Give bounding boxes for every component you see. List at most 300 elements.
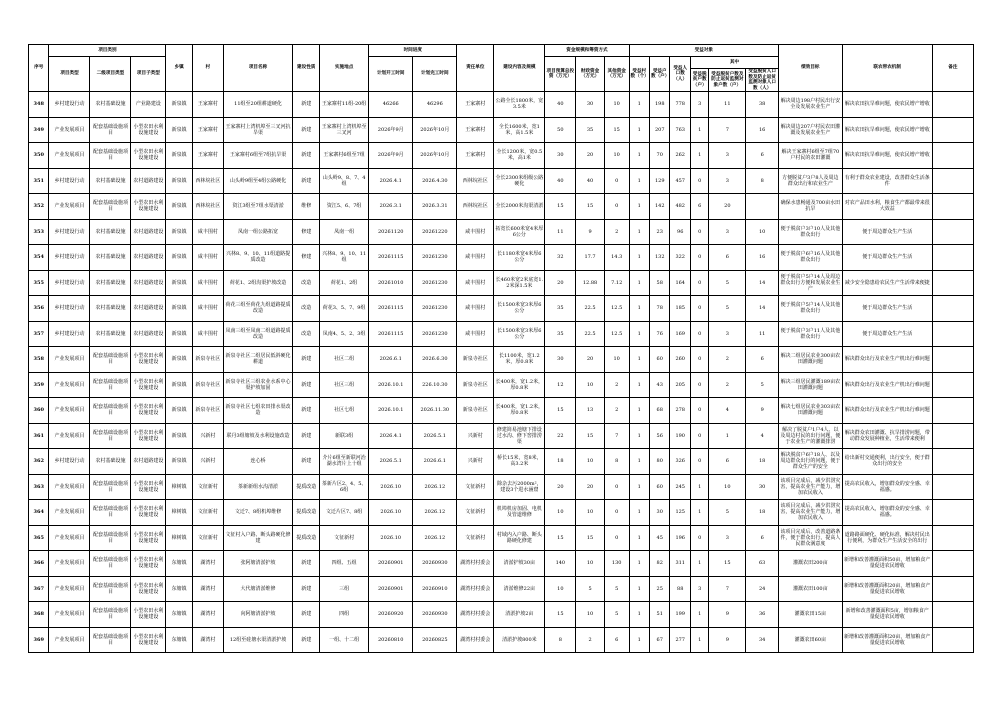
cell-sub-type: 农村道路建设 bbox=[131, 321, 166, 347]
cell-monitor-population: 18 bbox=[746, 449, 779, 475]
cell-remarks bbox=[932, 372, 973, 398]
cell-monitor-population: 4 bbox=[746, 423, 779, 449]
cell-poor-households: 0 bbox=[690, 168, 708, 194]
cell-project-type: 产业发展项目 bbox=[49, 372, 90, 398]
cell-seq: 364 bbox=[29, 500, 49, 526]
table-row bbox=[29, 270, 974, 296]
cell-location: 四组、五组 bbox=[320, 551, 369, 577]
cell-poor-households: 3 bbox=[690, 576, 708, 602]
cell-plan-start: 46266 bbox=[369, 92, 413, 118]
cell-remarks bbox=[932, 500, 973, 526]
header-seq: 序号 bbox=[29, 45, 49, 92]
cell-sub-type: 农村道路建设 bbox=[131, 270, 166, 296]
cell-monitor-population: 63 bbox=[746, 551, 779, 577]
cell-project-name: 大代塘清淤维修 bbox=[223, 576, 293, 602]
cell-nature: 新建 bbox=[293, 347, 320, 373]
cell-benef-villages: 1 bbox=[629, 500, 649, 526]
cell-linkage: 便于周边群众生产生活 bbox=[842, 245, 932, 271]
cell-location: 介片6组至新联河治湖水湾片上十组 bbox=[320, 449, 369, 475]
cell-linkage: 给出新村交通便利，出行安全，便于群众出行的安全 bbox=[842, 449, 932, 475]
cell-project-type: 乡村建设行动 bbox=[49, 296, 90, 322]
cell-nature: 维修 bbox=[293, 194, 320, 220]
table-header bbox=[29, 45, 974, 92]
cell-sub-type: 农村道路建设 bbox=[131, 296, 166, 322]
cell-project-name: 新泉寺社区七组农田排水渠改造 bbox=[223, 398, 293, 424]
header-benef-population: 受益人口数（人） bbox=[670, 57, 690, 92]
cell-benef-villages: 1 bbox=[629, 398, 649, 424]
cell-goal: 便于脱贫户5户14人及周边群众出行方便和发展农业生产 bbox=[779, 270, 843, 296]
cell-project-name: 王家寨村6组至7组抗旱渠 bbox=[223, 143, 293, 169]
cell-project-name: 茶新新组水沟清淤 bbox=[223, 474, 293, 500]
cell-benef-households: 132 bbox=[649, 245, 669, 271]
cell-nature: 改造 bbox=[293, 321, 320, 347]
cell-seq: 353 bbox=[29, 219, 49, 245]
cell-plan-end: 20260910 bbox=[413, 576, 457, 602]
cell-other-funds: 10 bbox=[604, 347, 629, 373]
cell-benef-villages: 1 bbox=[629, 296, 649, 322]
cell-village: 新泉寺社区 bbox=[192, 372, 223, 398]
cell-second-level: 配套基础设施项目 bbox=[90, 372, 131, 398]
header-poor-households: 受益脱贫户数（户） bbox=[690, 69, 708, 92]
cell-monitor-households: 6 bbox=[709, 245, 746, 271]
cell-monitor-households: 3 bbox=[709, 219, 746, 245]
cell-benef-population: 262 bbox=[670, 143, 690, 169]
cell-monitor-households: 2 bbox=[709, 347, 746, 373]
cell-second-level: 配套基础设施项目 bbox=[90, 551, 131, 577]
cell-benef-households: 142 bbox=[649, 194, 669, 220]
cell-project-type: 产业发展项目 bbox=[49, 551, 90, 577]
cell-content-scale: 拓宽长600米宽4米厚6公分 bbox=[494, 219, 545, 245]
cell-plan-end: 2026.12 bbox=[413, 525, 457, 551]
cell-sub-type: 小型农田水利设施建设 bbox=[131, 372, 166, 398]
header-benef-villages: 受益村数（个） bbox=[629, 57, 649, 92]
header-town: 乡镇 bbox=[166, 45, 193, 92]
cell-responsible: 王家寨村 bbox=[457, 143, 494, 169]
cell-location: 王家寨村6组至7组 bbox=[320, 143, 369, 169]
cell-content-scale: 桥长15米，宽8米，高3.2米 bbox=[494, 449, 545, 475]
cell-seq: 354 bbox=[29, 245, 49, 271]
cell-plan-start: 20260901 bbox=[369, 551, 413, 577]
cell-content-scale: 全长1600米，宽1米，高1.5米 bbox=[494, 117, 545, 143]
cell-benef-population: 326 bbox=[670, 449, 690, 475]
header-other-funds: 其他资金（万元） bbox=[604, 57, 629, 92]
cell-second-level: 农村基础设施 bbox=[90, 296, 131, 322]
cell-benef-villages: 1 bbox=[629, 602, 649, 628]
cell-village: 兴新村 bbox=[192, 449, 223, 475]
cell-content-scale: 清淤护坡800米 bbox=[494, 627, 545, 653]
cell-poor-households: 0 bbox=[690, 219, 708, 245]
cell-benef-villages: 1 bbox=[629, 474, 649, 500]
cell-sub-type: 小型农田水利设施建设 bbox=[131, 576, 166, 602]
cell-nature: 新建 bbox=[293, 627, 320, 653]
cell-monitor-population: 6 bbox=[746, 143, 779, 169]
header-project-name: 项目名称 bbox=[223, 45, 293, 92]
cell-benef-households: 80 bbox=[649, 449, 669, 475]
cell-benef-population: 190 bbox=[670, 423, 690, 449]
cell-poor-households: 6 bbox=[690, 194, 708, 220]
cell-content-scale: 长1180米宽4米厚6公分 bbox=[494, 245, 545, 271]
cell-project-name: 山头岭9组至4组公路硬化 bbox=[223, 168, 293, 194]
cell-benef-population: 164 bbox=[670, 270, 690, 296]
cell-plan-end: 20260930 bbox=[413, 551, 457, 577]
cell-seq: 348 bbox=[29, 92, 49, 118]
cell-town: 新泉镇 bbox=[166, 92, 193, 118]
header-responsible: 责任单位 bbox=[457, 45, 494, 92]
cell-benef-villages: 1 bbox=[629, 143, 649, 169]
cell-project-name: 12组至硅塘水渠清淤护坡 bbox=[223, 627, 293, 653]
cell-responsible: 新泉寺社区 bbox=[457, 398, 494, 424]
cell-plan-end: 20260825 bbox=[413, 627, 457, 653]
table-row bbox=[29, 117, 974, 143]
table-body bbox=[29, 92, 974, 653]
cell-responsible: 咸丰围村 bbox=[457, 270, 494, 296]
table-row bbox=[29, 602, 974, 628]
cell-total-budget: 35 bbox=[545, 296, 576, 322]
cell-other-funds: 0 bbox=[604, 474, 629, 500]
header-project-type: 项目类型 bbox=[49, 57, 90, 92]
cell-content-scale: 长460米宽2米底宽1.2米深1.5米 bbox=[494, 270, 545, 296]
cell-town: 东塘镇 bbox=[166, 551, 193, 577]
cell-village: 咸丰围村 bbox=[192, 219, 223, 245]
cell-responsible: 咸丰围村 bbox=[457, 321, 494, 347]
cell-project-name: 联丹3组塘坡及水利设施改造 bbox=[223, 423, 293, 449]
cell-remarks bbox=[932, 576, 973, 602]
cell-location: 兴林8、9、10、11组 bbox=[320, 245, 369, 271]
cell-second-level: 配套基础设施项目 bbox=[90, 474, 131, 500]
cell-fiscal-funds: 2 bbox=[576, 627, 605, 653]
cell-poor-households: 1 bbox=[690, 143, 708, 169]
cell-sub-type: 农村道路建设 bbox=[131, 245, 166, 271]
cell-village: 王家寨村 bbox=[192, 92, 223, 118]
cell-second-level: 配套基础设施项目 bbox=[90, 423, 131, 449]
cell-responsible: 王家寨村 bbox=[457, 92, 494, 118]
cell-town: 东塘镇 bbox=[166, 602, 193, 628]
cell-benef-villages: 1 bbox=[629, 245, 649, 271]
cell-remarks bbox=[932, 627, 973, 653]
cell-linkage: 解决群众农田灌溉、抗旱排涝问题，带动群众发展种植业，生活带来便利 bbox=[842, 423, 932, 449]
cell-total-budget: 10 bbox=[545, 500, 576, 526]
cell-goal: 方便脱贫户3户8人及周边群众出行和农业生产 bbox=[779, 168, 843, 194]
cell-village: 湖湾村 bbox=[192, 551, 223, 577]
cell-project-name: 荷花1、2组沟渠护坡改造 bbox=[223, 270, 293, 296]
cell-benef-villages: 1 bbox=[629, 423, 649, 449]
cell-monitor-population: 8 bbox=[746, 168, 779, 194]
cell-project-type: 乡村建设行动 bbox=[49, 245, 90, 271]
cell-town: 新泉镇 bbox=[166, 296, 193, 322]
cell-linkage: 新增和改善灌溉面积20亩，增加粮食产量促进农民增收 bbox=[842, 627, 932, 653]
cell-responsible: 文征新村 bbox=[457, 525, 494, 551]
cell-seq: 368 bbox=[29, 602, 49, 628]
cell-nature: 新建 bbox=[293, 551, 320, 577]
cell-seq: 352 bbox=[29, 194, 49, 220]
table-row bbox=[29, 627, 974, 653]
cell-location: 资江5、6、7组 bbox=[320, 194, 369, 220]
cell-seq: 351 bbox=[29, 168, 49, 194]
cell-remarks bbox=[932, 551, 973, 577]
header-location: 实施地点 bbox=[320, 45, 369, 92]
header-total-budget: 项目预算总投资（万元） bbox=[545, 57, 576, 92]
cell-village: 咸丰围村 bbox=[192, 296, 223, 322]
cell-seq: 357 bbox=[29, 321, 49, 347]
cell-fiscal-funds: 17.7 bbox=[576, 245, 605, 271]
cell-location: 四组 bbox=[320, 602, 369, 628]
cell-monitor-population: 24 bbox=[746, 576, 779, 602]
cell-plan-end: 2026.5.1 bbox=[413, 423, 457, 449]
cell-monitor-households: 2 bbox=[709, 372, 746, 398]
cell-plan-end: 20261220 bbox=[413, 219, 457, 245]
cell-benef-population: 88 bbox=[670, 576, 690, 602]
cell-monitor-population: 16 bbox=[746, 117, 779, 143]
cell-goal: 解决二组居民农业300亩农田灌溉问题 bbox=[779, 347, 843, 373]
cell-total-budget: 12 bbox=[545, 372, 576, 398]
cell-benef-villages: 1 bbox=[629, 627, 649, 653]
header-schedule: 时间进度 bbox=[369, 45, 457, 57]
cell-responsible: 文征新村 bbox=[457, 500, 494, 526]
cell-second-level: 配套基础设施项目 bbox=[90, 602, 131, 628]
cell-goal: 便于脱贫户3户10人及其他群众出行 bbox=[779, 219, 843, 245]
cell-remarks bbox=[932, 347, 973, 373]
cell-village: 咸丰围村 bbox=[192, 245, 223, 271]
cell-linkage: 便于周边群众生产生活 bbox=[842, 219, 932, 245]
cell-sub-type: 小型农田水利设施建设 bbox=[131, 474, 166, 500]
cell-benef-population: 169 bbox=[670, 321, 690, 347]
cell-village: 新泉寺社区 bbox=[192, 398, 223, 424]
cell-total-budget: 15 bbox=[545, 398, 576, 424]
cell-remarks bbox=[932, 449, 973, 475]
cell-project-type: 乡村建设行动 bbox=[49, 321, 90, 347]
cell-plan-start: 2026.10.1 bbox=[369, 372, 413, 398]
cell-project-name: 凤南三组至凤南二组道路提质改造 bbox=[223, 321, 293, 347]
cell-benef-population: 185 bbox=[670, 296, 690, 322]
cell-monitor-population: 16 bbox=[746, 245, 779, 271]
cell-nature: 新建 bbox=[293, 602, 320, 628]
cell-sub-type: 小型农田水利设施建设 bbox=[131, 398, 166, 424]
cell-goal: 解决王家寨村6组至7组70户村民的农田灌溉 bbox=[779, 143, 843, 169]
cell-second-level: 农村基础设施 bbox=[90, 92, 131, 118]
cell-second-level: 配套基础设施项目 bbox=[90, 627, 131, 653]
cell-linkage: 对农产品田水利，粮食生产都最带来很大效益 bbox=[842, 194, 932, 220]
cell-linkage: 新增和改善灌溉面积5亩，增加粮食产量促进农民增收 bbox=[842, 602, 932, 628]
cell-plan-end: 2026.6.30 bbox=[413, 347, 457, 373]
cell-total-budget: 30 bbox=[545, 143, 576, 169]
cell-benef-households: 56 bbox=[649, 423, 669, 449]
cell-other-funds: 0 bbox=[604, 525, 629, 551]
cell-other-funds: 0 bbox=[604, 500, 629, 526]
cell-nature: 新建 bbox=[293, 398, 320, 424]
cell-content-scale: 清淤维修22亩 bbox=[494, 576, 545, 602]
cell-monitor-households: 7 bbox=[709, 117, 746, 143]
cell-benef-villages: 1 bbox=[629, 270, 649, 296]
cell-fiscal-funds: 20 bbox=[576, 474, 605, 500]
cell-benef-population: 457 bbox=[670, 168, 690, 194]
cell-other-funds: 7.12 bbox=[604, 270, 629, 296]
cell-poor-households: 1 bbox=[690, 474, 708, 500]
cell-sub-type: 小型农田水利设施建设 bbox=[131, 627, 166, 653]
cell-benef-households: 45 bbox=[649, 525, 669, 551]
cell-town: 新泉镇 bbox=[166, 219, 193, 245]
cell-project-name: 王家寨村上湾机埠至三叉河抗旱渠 bbox=[223, 117, 293, 143]
cell-poor-households: 0 bbox=[690, 296, 708, 322]
cell-fiscal-funds: 12.88 bbox=[576, 270, 605, 296]
cell-town: 新泉镇 bbox=[166, 245, 193, 271]
cell-poor-households: 0 bbox=[690, 398, 708, 424]
cell-benef-villages: 1 bbox=[629, 449, 649, 475]
cell-nature: 修建 bbox=[293, 219, 320, 245]
cell-location: 社区三组 bbox=[320, 372, 369, 398]
cell-plan-end: 226.10.30 bbox=[413, 372, 457, 398]
cell-town: 新泉镇 bbox=[166, 270, 193, 296]
table-row bbox=[29, 296, 974, 322]
cell-village: 西林垸社区 bbox=[192, 194, 223, 220]
cell-second-level: 配套基础设施项目 bbox=[90, 500, 131, 526]
cell-responsible: 王家寨村 bbox=[457, 117, 494, 143]
cell-total-budget: 11 bbox=[545, 219, 576, 245]
cell-plan-start: 20260901 bbox=[369, 576, 413, 602]
cell-fiscal-funds: 10 bbox=[576, 449, 605, 475]
cell-plan-start: 2026年9月 bbox=[369, 143, 413, 169]
cell-benef-population: 277 bbox=[670, 627, 690, 653]
cell-sub-type: 农村道路建设 bbox=[131, 219, 166, 245]
cell-plan-end: 2026.4.30 bbox=[413, 168, 457, 194]
cell-responsible: 西林垸社区 bbox=[457, 168, 494, 194]
cell-sub-type: 小型农田水利设施建设 bbox=[131, 551, 166, 577]
cell-project-type: 乡村建设行动 bbox=[49, 219, 90, 245]
cell-project-name: 兴林8、9、10、11组道路提质改造 bbox=[223, 245, 293, 271]
cell-project-type: 产业发展项目 bbox=[49, 474, 90, 500]
cell-goal: 便于脱贫户5户14人及其他群众出行 bbox=[779, 296, 843, 322]
cell-town: 新泉镇 bbox=[166, 449, 193, 475]
cell-project-type: 产业发展项目 bbox=[49, 525, 90, 551]
header-linkage: 联农带农机制 bbox=[842, 45, 932, 92]
cell-second-level: 配套基础设施项目 bbox=[90, 525, 131, 551]
cell-location: 荷花1、2组 bbox=[320, 270, 369, 296]
cell-responsible: 湖湾村村委会 bbox=[457, 551, 494, 577]
cell-total-budget: 32 bbox=[545, 245, 576, 271]
cell-other-funds: 130 bbox=[604, 551, 629, 577]
project-table bbox=[28, 44, 974, 653]
cell-remarks bbox=[932, 602, 973, 628]
cell-second-level: 配套基础设施项目 bbox=[90, 398, 131, 424]
cell-town: 樟树镇 bbox=[166, 500, 193, 526]
cell-benef-households: 67 bbox=[649, 627, 669, 653]
cell-project-type: 产业发展项目 bbox=[49, 347, 90, 373]
cell-location: 文征新村 bbox=[320, 525, 369, 551]
cell-plan-start: 2026.10 bbox=[369, 474, 413, 500]
cell-linkage: 便于周边群众生产生活 bbox=[842, 296, 932, 322]
table-row bbox=[29, 500, 974, 526]
cell-fiscal-funds: 15 bbox=[576, 525, 605, 551]
cell-linkage: 新增和改善灌溉面积20亩，增加粮食产量促进农民增收 bbox=[842, 576, 932, 602]
cell-nature: 新建 bbox=[293, 168, 320, 194]
cell-sub-type: 小型农田水利设施建设 bbox=[131, 194, 166, 220]
cell-goal: 该项目完成后，改善道路条件，便于群众出行，提高人民群众满意度 bbox=[779, 525, 843, 551]
cell-responsible: 咸丰围村 bbox=[457, 296, 494, 322]
cell-benef-population: 322 bbox=[670, 245, 690, 271]
cell-goal: 灌溉农田15亩 bbox=[779, 602, 843, 628]
cell-other-funds: 15 bbox=[604, 117, 629, 143]
cell-goal: 该项目完成后，减少洪涝灾害，提高农业生产能力，增加农民收入 bbox=[779, 500, 843, 526]
cell-second-level: 农村基础设施 bbox=[90, 168, 131, 194]
table-row bbox=[29, 347, 974, 373]
cell-benef-households: 68 bbox=[649, 398, 669, 424]
cell-monitor-households: 3 bbox=[709, 143, 746, 169]
cell-fiscal-funds: 15 bbox=[576, 423, 605, 449]
cell-goal: 便于脱贫户3户11人及其他群众出行 bbox=[779, 321, 843, 347]
cell-seq: 360 bbox=[29, 398, 49, 424]
header-second-level: 二级项目类型 bbox=[90, 57, 131, 92]
cell-linkage: 解决群众出行及农业生产机出行难问题 bbox=[842, 398, 932, 424]
table-row bbox=[29, 449, 974, 475]
cell-plan-end: 20260930 bbox=[413, 602, 457, 628]
cell-village: 湖湾村 bbox=[192, 576, 223, 602]
cell-project-name: 向阿塘清淤护坡 bbox=[223, 602, 293, 628]
cell-seq: 355 bbox=[29, 270, 49, 296]
cell-location: 文迁片区7、8组 bbox=[320, 500, 369, 526]
cell-town: 新泉镇 bbox=[166, 143, 193, 169]
header-project-category: 项目类别 bbox=[49, 45, 166, 57]
cell-seq: 366 bbox=[29, 551, 49, 577]
cell-poor-households: 1 bbox=[690, 551, 708, 577]
cell-seq: 358 bbox=[29, 347, 49, 373]
cell-fiscal-funds: 15 bbox=[576, 194, 605, 220]
cell-monitor-households: 1 bbox=[709, 423, 746, 449]
table-row bbox=[29, 321, 974, 347]
cell-seq: 362 bbox=[29, 449, 49, 475]
cell-plan-start: 2026.5.1 bbox=[369, 449, 413, 475]
cell-remarks bbox=[932, 321, 973, 347]
cell-remarks bbox=[932, 143, 973, 169]
cell-poor-households: 0 bbox=[690, 372, 708, 398]
cell-nature: 改造 bbox=[293, 270, 320, 296]
cell-monitor-households: 5 bbox=[709, 296, 746, 322]
cell-remarks bbox=[932, 398, 973, 424]
cell-location: 社区七组 bbox=[320, 398, 369, 424]
cell-village: 咸丰围村 bbox=[192, 270, 223, 296]
cell-benef-households: 60 bbox=[649, 474, 669, 500]
table-row bbox=[29, 194, 974, 220]
cell-monitor-population bbox=[746, 194, 779, 220]
cell-second-level: 配套基础设施项目 bbox=[90, 117, 131, 143]
cell-remarks bbox=[932, 245, 973, 271]
cell-fiscal-funds: 40 bbox=[576, 168, 605, 194]
cell-village: 王家寨村 bbox=[192, 117, 223, 143]
cell-sub-type: 小型农田水利设施建设 bbox=[131, 500, 166, 526]
cell-project-type: 乡村建设行动 bbox=[49, 92, 90, 118]
cell-total-budget: 18 bbox=[545, 449, 576, 475]
cell-plan-end: 2026.11.30 bbox=[413, 398, 457, 424]
cell-poor-households: 0 bbox=[690, 321, 708, 347]
cell-monitor-population: 30 bbox=[746, 474, 779, 500]
cell-other-funds: 6 bbox=[604, 627, 629, 653]
cell-monitor-households: 6 bbox=[709, 449, 746, 475]
cell-poor-households: 1 bbox=[690, 627, 708, 653]
cell-responsible: 咸丰围村 bbox=[457, 245, 494, 271]
cell-poor-households: 1 bbox=[690, 500, 708, 526]
cell-location: 王家寨村11组-20组 bbox=[320, 92, 369, 118]
cell-total-budget: 140 bbox=[545, 551, 576, 577]
cell-linkage: 道路路面硬化、硬化标准，解决村民出行便利，为群众生产生活安全的出行 bbox=[842, 525, 932, 551]
cell-village: 新泉寺社区 bbox=[192, 347, 223, 373]
cell-benef-population: 482 bbox=[670, 194, 690, 220]
cell-second-level: 农村基础设施 bbox=[90, 449, 131, 475]
cell-content-scale: 清淤护坡2亩 bbox=[494, 602, 545, 628]
cell-second-level: 农村基础设施 bbox=[90, 219, 131, 245]
cell-plan-start: 20261115 bbox=[369, 245, 413, 271]
cell-goal: 解决脱贫户6户18人、以及周边群众出行的问题，便于群众生产的安全 bbox=[779, 449, 843, 475]
table-row bbox=[29, 398, 974, 424]
cell-monitor-households: 7 bbox=[709, 576, 746, 602]
table-row bbox=[29, 245, 974, 271]
